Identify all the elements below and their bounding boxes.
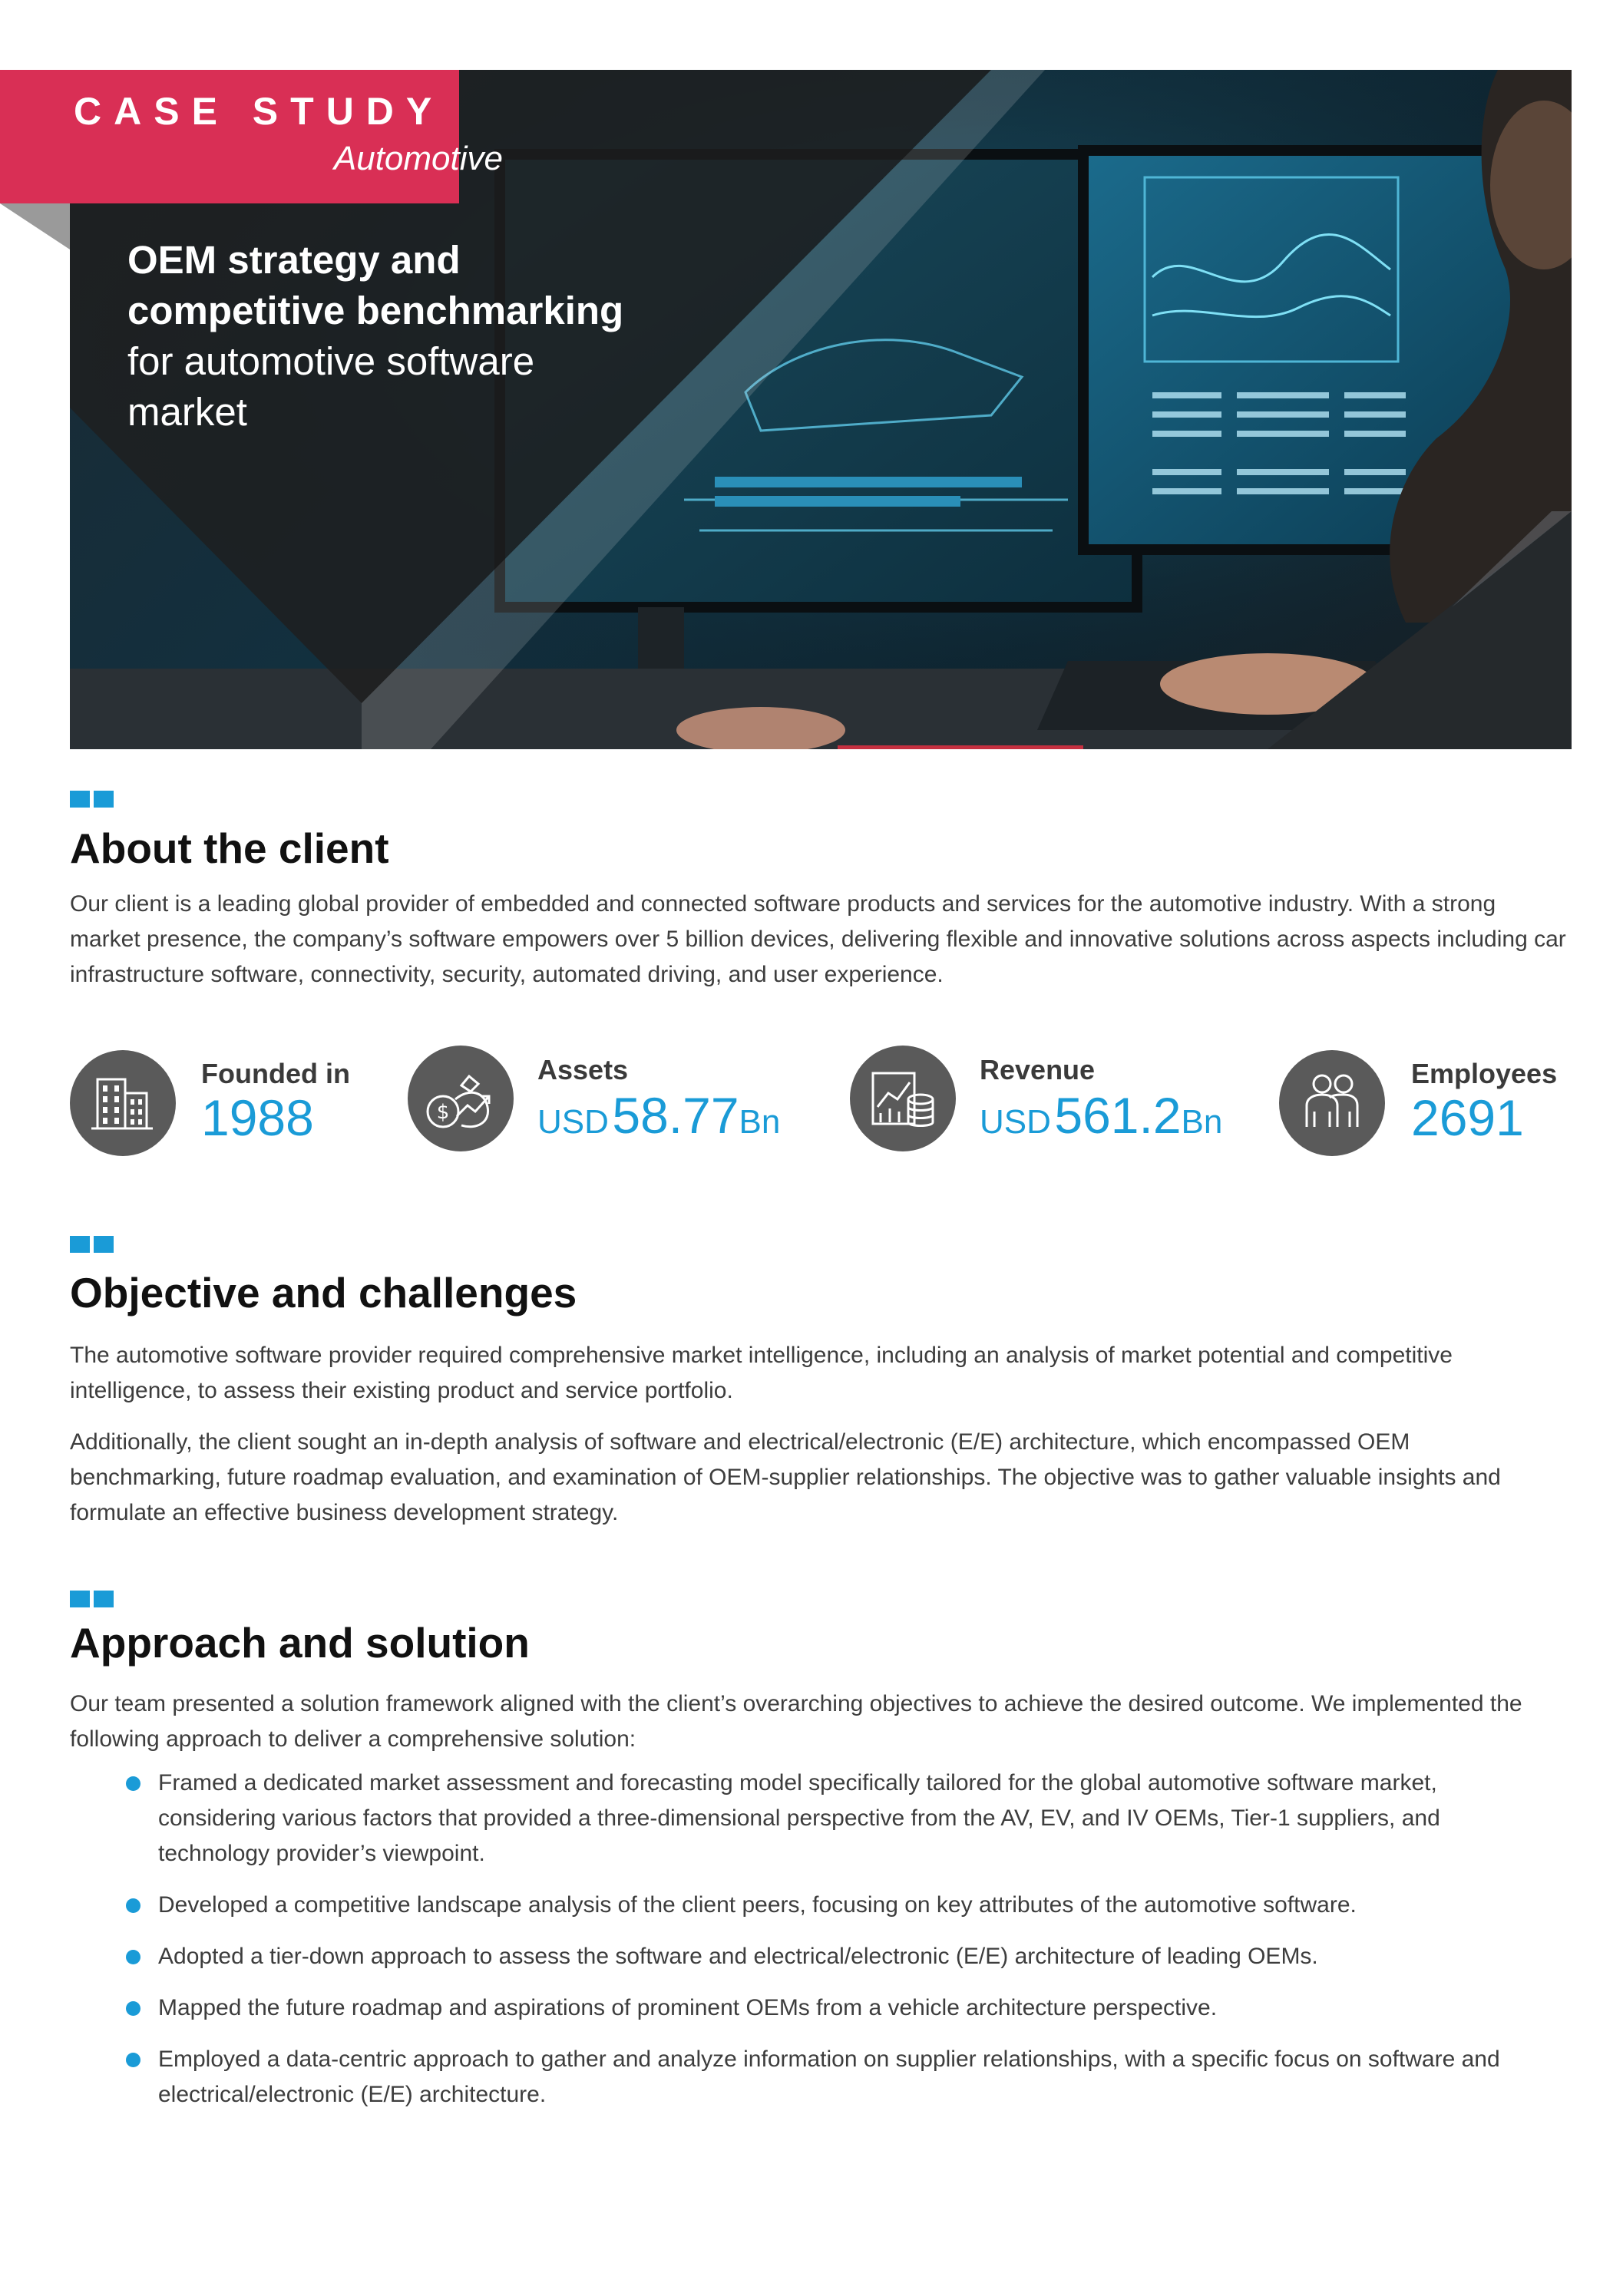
approach-intro: Our team presented a solution framework aligned with the client’s overarching objectives to achieve the desired outcome. We implemented the following approach to deliver a comprehensive solution: (70, 1691, 1522, 1752)
hero-title-line: market (127, 390, 247, 434)
bullet-text: Mapped the future roadmap and aspirations of prominent OEMs from a vehicle architecture perspective. (158, 1995, 1218, 2020)
chart-coins-icon (850, 1046, 956, 1151)
employees-count: 2691 (1411, 1089, 1524, 1146)
approach-bullet-list (126, 1766, 1508, 2129)
assets-value (537, 1086, 780, 1145)
hero-title-line: for automotive software (127, 339, 535, 383)
bullet-dot (126, 2053, 140, 2067)
assets-unit: Bn (739, 1103, 781, 1141)
section-marker (94, 1236, 114, 1253)
svg-text:$: $ (436, 1101, 450, 1124)
bullet-text: Developed a competitive landscape analysis of the client peers, focusing on key attributes of the automotive software. (158, 1892, 1357, 1918)
revenue-unit: Bn (1181, 1103, 1223, 1141)
objective-paragraph-1: The automotive software provider required comprehensive market intelligence, including an analysis of market potential and competitive intelligence, to assess their existing product and service portfolio. (70, 1343, 1453, 1403)
objective-paragraph-2: Additionally, the client sought an in-depth analysis of software and electrical/electronic (E/E) architecture, which encompassed OEM benchmarking, future roadmap evaluation, and examination of OEM-supplier relationships. The objective was to gather valuable insights and formulate an effective business development strategy. (70, 1429, 1501, 1525)
revenue-label: Revenue (980, 1054, 1096, 1085)
founded-year: 1988 (201, 1089, 314, 1146)
section-marker (70, 1236, 90, 1253)
bullet-text: Framed a dedicated market assessment and forecasting model specifically tailored for the global automotive software market, considering various factors that provided a three-dimensional perspective from the AV, EV, and IV OEMs, Tier-1 suppliers, and technology provider’s viewpoint. (158, 1770, 1440, 1866)
section-marker (94, 791, 114, 808)
bullet-dot (126, 1776, 140, 1791)
employees-value (1411, 1089, 1524, 1147)
about-heading: About the client (70, 824, 389, 872)
bullet-text: Employed a data-centric approach to gather and analyze information on supplier relationships, with a specific focus on software and electrical/electronic (E/E) architecture. (158, 2047, 1500, 2107)
section-marker (94, 1591, 114, 1607)
hero-title-line: competitive benchmarking (127, 289, 624, 332)
decorative-triangle (0, 203, 74, 249)
section-marker (70, 791, 90, 808)
list-item (126, 1766, 1508, 1871)
building-icon (70, 1050, 176, 1156)
approach-heading: Approach and solution (70, 1619, 530, 1667)
revenue-currency: USD (980, 1103, 1051, 1141)
founded-label: Founded in (201, 1058, 350, 1089)
assets-currency: USD (537, 1103, 609, 1141)
employees-label: Employees (1411, 1058, 1558, 1089)
revenue-amount: 561.2 (1054, 1087, 1182, 1144)
case-study-label: CASE STUDY (74, 90, 445, 133)
industry-label: Automotive (333, 140, 503, 177)
hero-title-line: OEM strategy and (127, 238, 461, 282)
people-group-icon (1279, 1050, 1385, 1156)
list-item (126, 1990, 1508, 2026)
list-item (126, 1939, 1508, 1974)
revenue-value (980, 1086, 1222, 1145)
bullet-dot (126, 1898, 140, 1913)
section-marker (70, 1591, 90, 1607)
list-item (126, 1888, 1508, 1923)
list-item (126, 2042, 1508, 2113)
bullet-dot (126, 1950, 140, 1964)
bullet-dot (126, 2001, 140, 2016)
bullet-text: Adopted a tier-down approach to assess the software and electrical/electronic (E/E) architecture of leading OEMs. (158, 1944, 1318, 1969)
assets-amount: 58.77 (612, 1087, 739, 1144)
founded-value (201, 1089, 314, 1147)
assets-label: Assets (537, 1054, 629, 1085)
money-bag-growth-icon (408, 1046, 514, 1151)
about-text: Our client is a leading global provider of embedded and connected software products and services for the automotive industry. With a strong market presence, the company’s software empowers over 5 billion devices, delivering flexible and innovative solutions across aspects including car infrastructure software, connectivity, security, automated driving, and user experience. (70, 891, 1566, 987)
objective-heading: Objective and challenges (70, 1269, 577, 1316)
hero-title (127, 235, 742, 438)
